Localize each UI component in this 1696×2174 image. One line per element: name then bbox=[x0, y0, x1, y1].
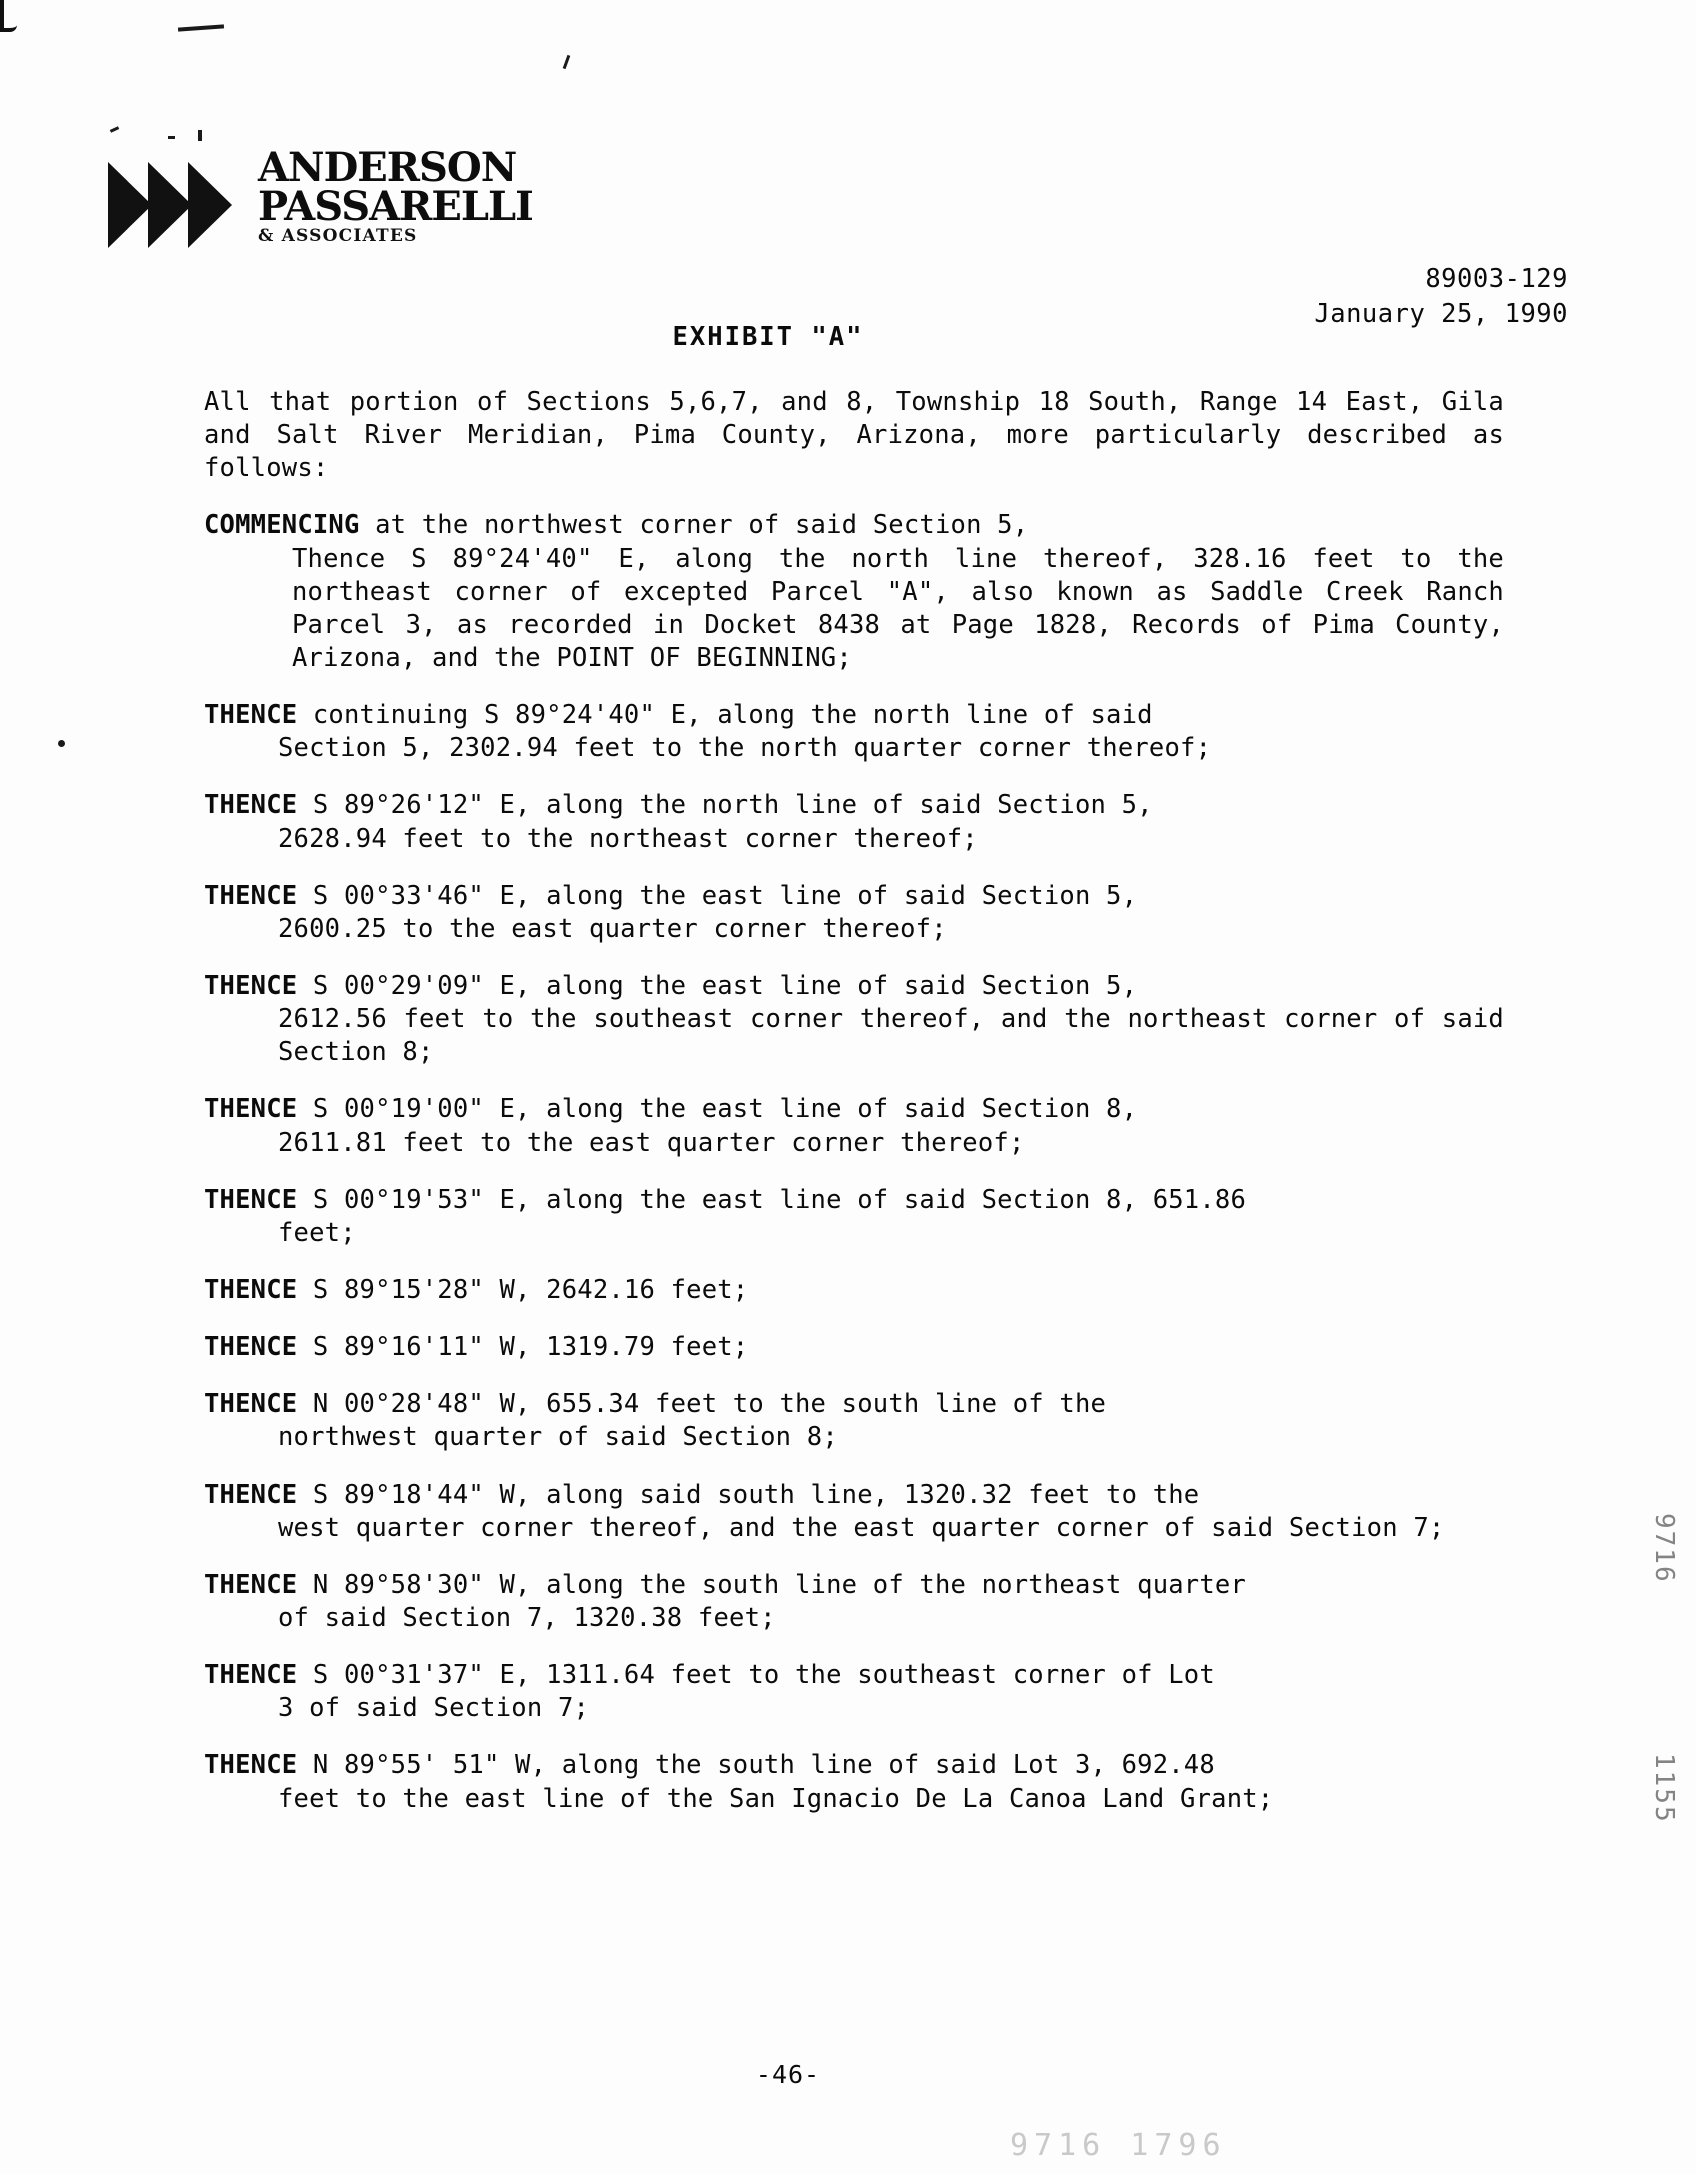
paragraph-text: S 89°18'44" W, along said south line, 1320.32 feet to the bbox=[297, 1479, 1200, 1510]
paragraph-lead: THENCE bbox=[204, 1332, 298, 1363]
paragraph-course-7 bbox=[204, 1274, 1504, 1307]
paragraph-text: S 00°19'00" E, along the east line of said Section 8, bbox=[297, 1094, 1138, 1125]
paragraph-continuation: 2612.56 feet to the southeast corner thereof, and the northeast corner of said Section 8; bbox=[278, 1004, 1504, 1068]
paragraph-course-9 bbox=[204, 1388, 1504, 1454]
paragraph-lead: THENCE bbox=[204, 1569, 298, 1600]
paragraph-lead: THENCE bbox=[204, 1094, 298, 1125]
paragraph-lead: THENCE bbox=[204, 1479, 298, 1510]
paragraph-continuation: Thence S 89°24'40" E, along the north line thereof, 328.16 feet to the northeast corner of excepted Parcel "A", also known as Saddle Creek Ranch Parcel 3, as recorded in Docket 8438 at Page 1828, Records of Pima County, Arizona, and the POINT OF BEGINNING; bbox=[292, 543, 1504, 673]
scan-artifact-dash bbox=[178, 24, 224, 31]
logo-line-passarelli: PASSARELLI bbox=[258, 182, 533, 230]
paragraph-text: S 00°29'09" E, along the east line of said Section 5, bbox=[297, 970, 1138, 1001]
paragraph-course-13 bbox=[204, 1749, 1504, 1815]
paragraph-continuation: 3 of said Section 7; bbox=[278, 1693, 590, 1724]
paragraph-continuation: Section 5, 2302.94 feet to the north quarter corner thereof; bbox=[278, 733, 1212, 764]
paragraph-text: S 00°19'53" E, along the east line of said Section 8, 651.86 bbox=[297, 1184, 1247, 1215]
paragraph-intro bbox=[204, 386, 1504, 485]
bottom-stamp-number: 9716 1796 bbox=[1010, 2128, 1227, 2163]
paragraph-continuation: west quarter corner thereof, and the east quarter corner of said Section 7; bbox=[278, 1512, 1445, 1543]
paragraph-course-5 bbox=[204, 1093, 1504, 1159]
paragraph-course-3 bbox=[204, 880, 1504, 946]
paragraph-text: N 89°55' 51" W, along the south line of said Lot 3, 692.48 bbox=[297, 1750, 1215, 1781]
paragraph-course-12 bbox=[204, 1659, 1504, 1725]
scan-artifact-speck-2 bbox=[168, 136, 175, 139]
paragraph-course-6 bbox=[204, 1184, 1504, 1250]
scan-artifact-dot bbox=[58, 740, 65, 747]
paragraph-lead: THENCE bbox=[204, 880, 298, 911]
paragraph-course-8 bbox=[204, 1331, 1504, 1364]
paragraph-lead: THENCE bbox=[204, 1184, 298, 1215]
paragraph-text: S 89°15'28" W, 2642.16 feet; bbox=[297, 1274, 749, 1305]
paragraph-continuation: feet to the east line of the San Ignacio De La Canoa Land Grant; bbox=[278, 1783, 1274, 1814]
paragraph-course-11 bbox=[204, 1569, 1504, 1635]
paragraph-lead: THENCE bbox=[204, 700, 298, 731]
paragraph-commencing bbox=[204, 509, 1504, 675]
logo-line-associates: & ASSOCIATES bbox=[258, 225, 418, 246]
paragraph-lead: THENCE bbox=[204, 790, 298, 821]
legal-description-body bbox=[204, 386, 1504, 1840]
scan-artifact-hook bbox=[0, 0, 17, 32]
side-stamp-number-2: 1155 bbox=[1649, 1753, 1679, 1824]
paragraph-text: All that portion of Sections 5,6,7, and 8, Township 18 South, Range 14 East, Gila and Salt River Meridian, Pima County, Arizona, more particularly described as follows: bbox=[204, 387, 1504, 484]
paragraph-continuation: of said Section 7, 1320.38 feet; bbox=[278, 1602, 776, 1633]
company-logo bbox=[108, 144, 568, 265]
paragraph-lead: COMMENCING bbox=[204, 510, 360, 541]
paragraph-text: N 89°58'30" W, along the south line of the northeast quarter bbox=[297, 1569, 1247, 1600]
paragraph-text: S 00°31'37" E, 1311.64 feet to the southeast corner of Lot bbox=[297, 1660, 1215, 1691]
paragraph-lead: THENCE bbox=[204, 1750, 298, 1781]
paragraph-text: continuing S 89°24'40" E, along the north line of said bbox=[297, 700, 1153, 731]
paragraph-course-10 bbox=[204, 1479, 1504, 1545]
paragraph-text: at the northwest corner of said Section 5, bbox=[359, 510, 1029, 541]
paragraph-continuation: northwest quarter of said Section 8; bbox=[278, 1422, 838, 1453]
paragraph-text: S 00°33'46" E, along the east line of said Section 5, bbox=[297, 880, 1138, 911]
page-title: EXHIBIT "A" bbox=[672, 322, 864, 352]
paragraph-course-4 bbox=[204, 970, 1504, 1069]
page-number: -46- bbox=[755, 2060, 821, 2089]
logo-line-anderson: ANDERSON bbox=[258, 144, 517, 191]
job-number: 89003-129 bbox=[1425, 264, 1568, 294]
paragraph-lead: THENCE bbox=[204, 1660, 298, 1691]
paragraph-lead: THENCE bbox=[204, 1389, 298, 1420]
paragraph-text: S 89°16'11" W, 1319.79 feet; bbox=[297, 1332, 749, 1363]
paragraph-lead: THENCE bbox=[204, 1274, 298, 1305]
paragraph-text: N 00°28'48" W, 655.34 feet to the south line of the bbox=[297, 1389, 1107, 1420]
paragraph-course-2 bbox=[204, 789, 1504, 855]
paragraph-continuation: 2600.25 to the east quarter corner thereof; bbox=[278, 913, 947, 944]
scan-artifact-speck-1 bbox=[110, 126, 119, 133]
paragraph-continuation: feet; bbox=[278, 1217, 356, 1248]
side-stamp-number-1: 9716 bbox=[1649, 1513, 1679, 1584]
paragraph-continuation: 2611.81 feet to the east quarter corner thereof; bbox=[278, 1127, 1025, 1158]
document-date: January 25, 1990 bbox=[1314, 299, 1568, 330]
chevron-icon bbox=[108, 162, 258, 248]
scan-artifact-speck-3 bbox=[198, 130, 202, 141]
paragraph-course-1 bbox=[204, 699, 1504, 765]
scan-artifact-tick bbox=[563, 55, 571, 69]
paragraph-lead: THENCE bbox=[204, 970, 298, 1001]
paragraph-text: S 89°26'12" E, along the north line of said Section 5, bbox=[297, 790, 1153, 821]
paragraph-continuation: 2628.94 feet to the northeast corner thereof; bbox=[278, 823, 978, 854]
